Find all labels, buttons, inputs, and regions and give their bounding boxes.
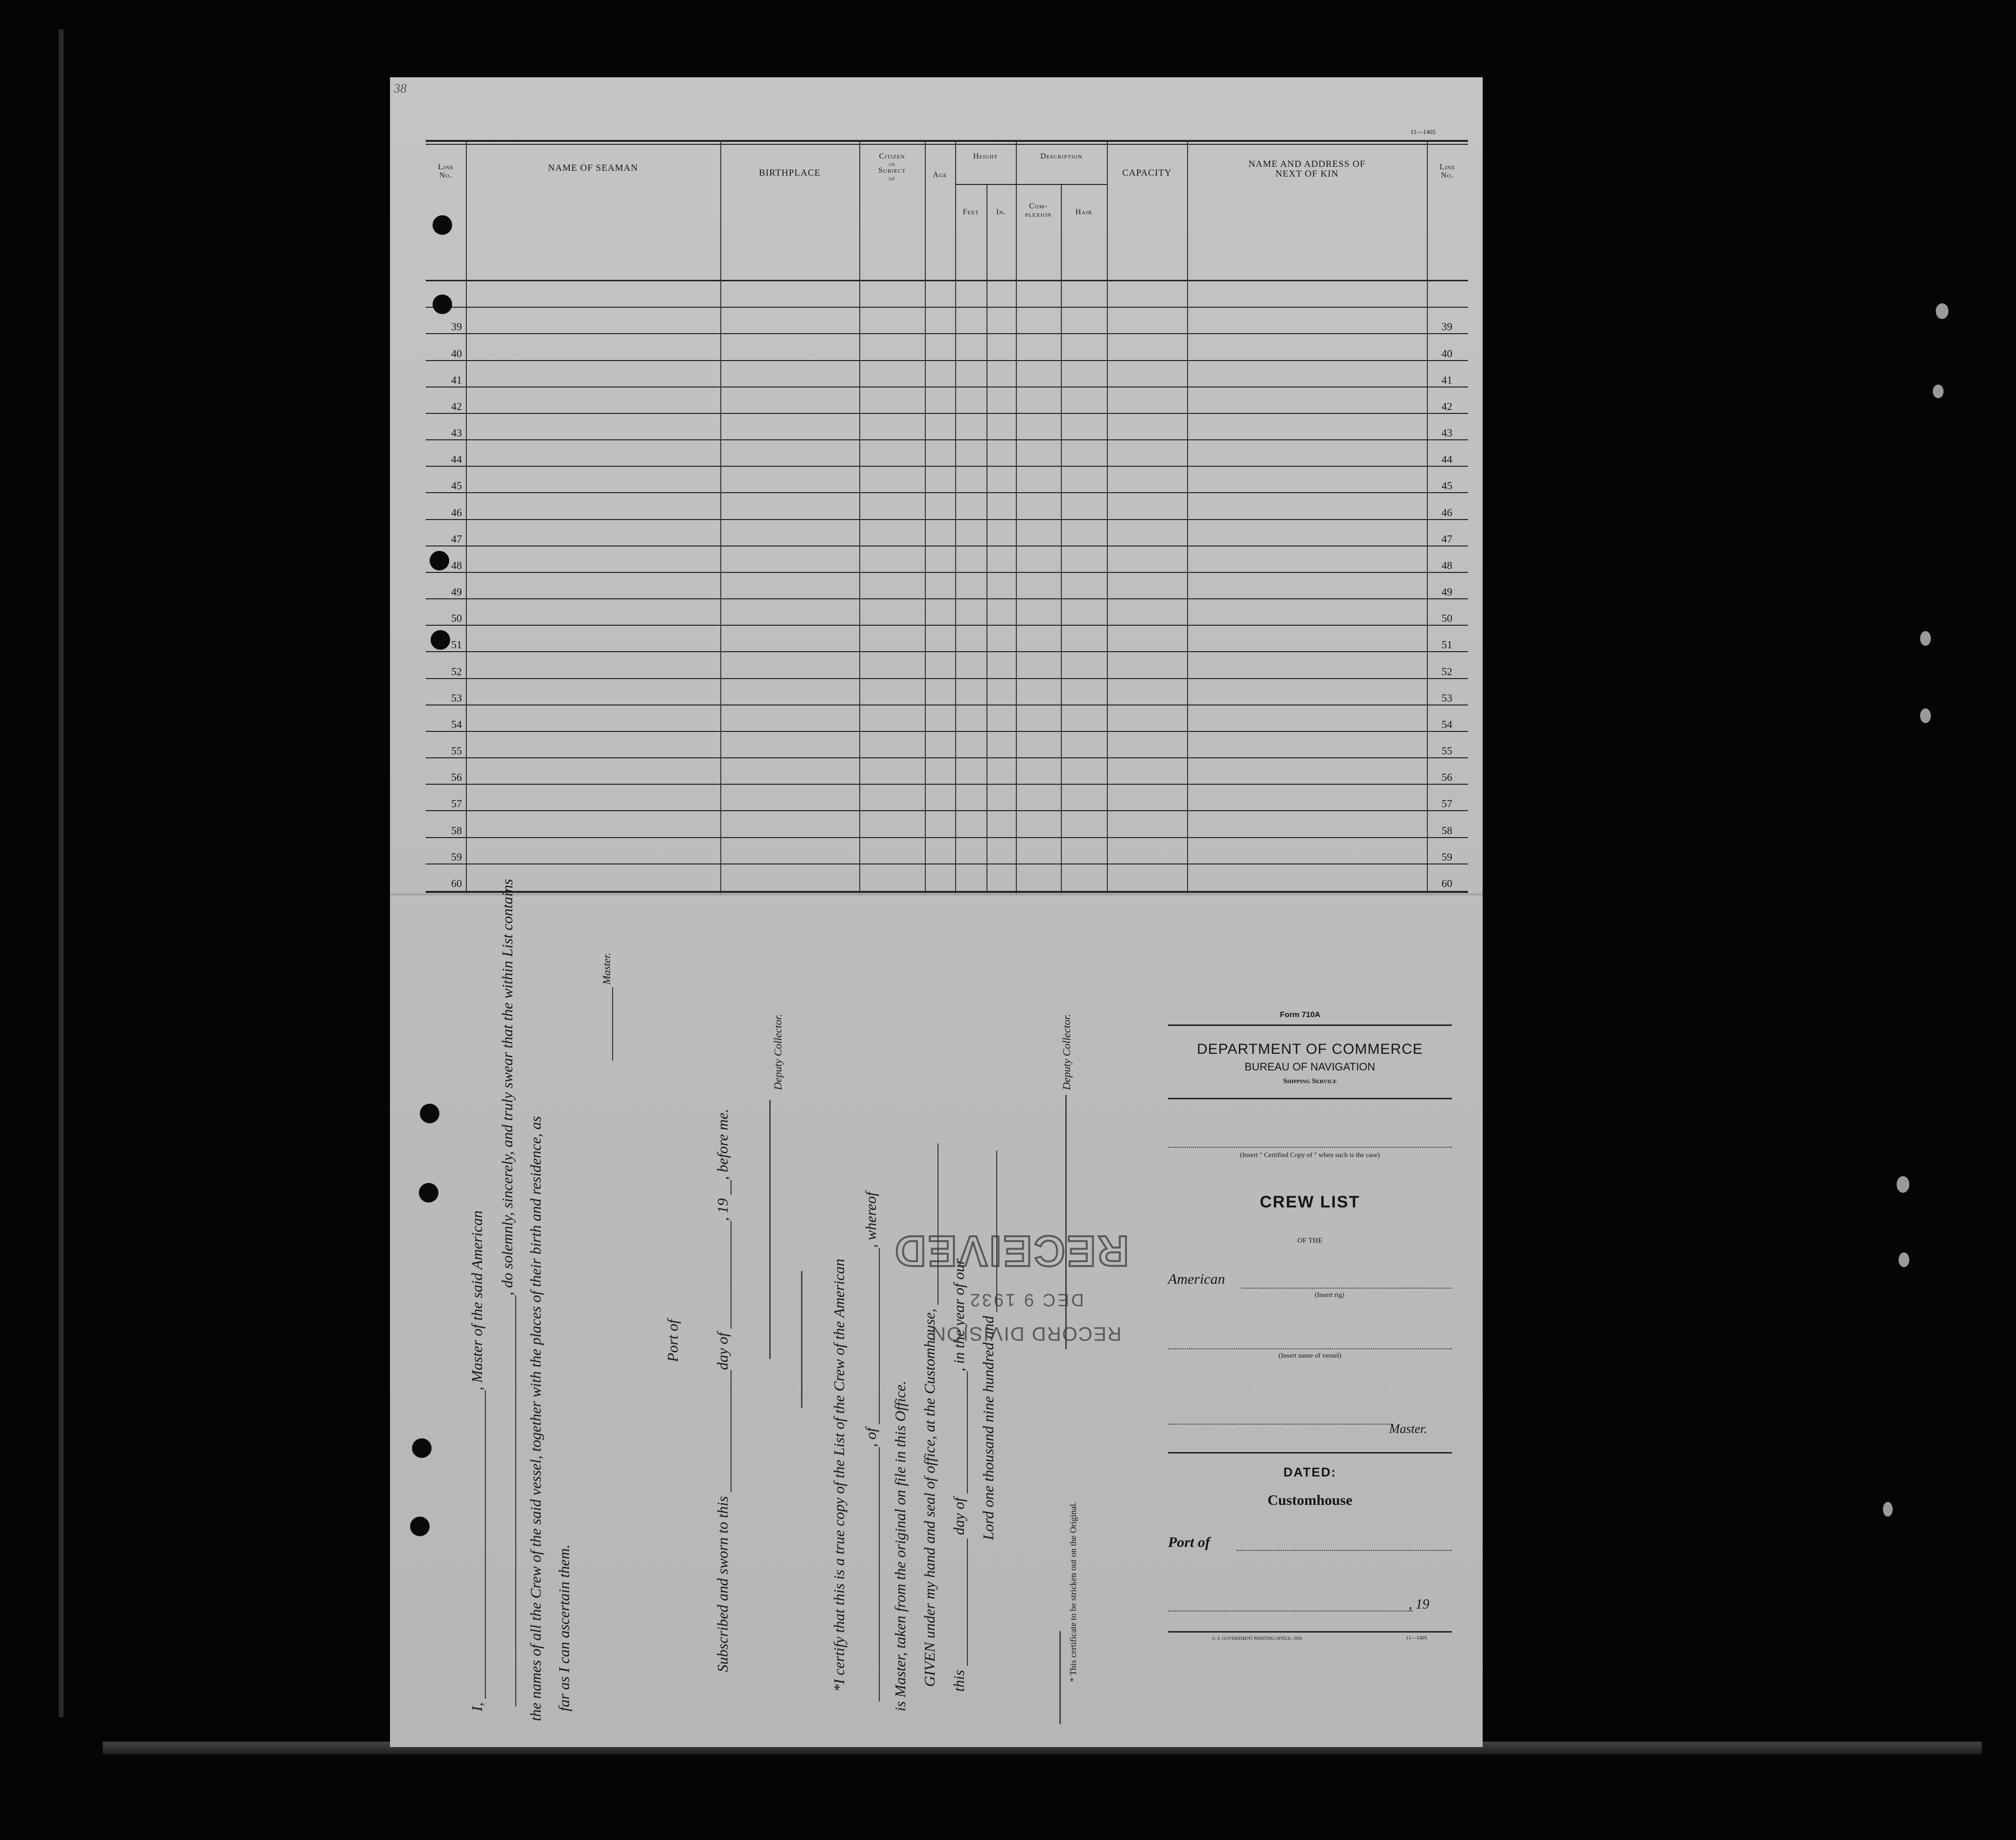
cover-department: DEPARTMENT OF COMMERCE bbox=[1196, 1041, 1423, 1057]
dust-speck bbox=[1920, 708, 1931, 723]
cert-footnote: * This certificate to be stricken out on the Original. bbox=[1068, 1501, 1078, 1682]
master-signature-blank[interactable] bbox=[601, 987, 613, 1061]
port-blank[interactable] bbox=[864, 1248, 880, 1424]
line-number-right: 40 bbox=[1442, 347, 1452, 360]
cover-service: Shipping Service bbox=[1283, 1077, 1337, 1085]
line-number-left: 41 bbox=[451, 373, 462, 386]
cover-customhouse: Customhouse bbox=[1267, 1492, 1352, 1508]
header-complexion-a: Com- bbox=[1029, 202, 1048, 210]
line-number-right: 58 bbox=[1442, 824, 1452, 837]
certified-copy-blank[interactable] bbox=[1168, 1147, 1452, 1148]
row-rule bbox=[426, 360, 1468, 361]
row-rule bbox=[426, 757, 1468, 758]
header-next-of-kin-a: NAME AND ADDRESS OF bbox=[1248, 159, 1366, 169]
col-sep bbox=[1107, 140, 1108, 893]
header-bottom-rule bbox=[426, 280, 1468, 281]
punch-hole bbox=[410, 1517, 430, 1536]
line-number-left: 48 bbox=[451, 559, 462, 571]
cover-title: CREW LIST bbox=[1260, 1193, 1360, 1211]
subscribed-text: Subscribed and sworn to this bbox=[714, 1496, 731, 1672]
oath-divider bbox=[801, 1271, 802, 1408]
line-number-right: 59 bbox=[1442, 850, 1452, 863]
line-number-left: 42 bbox=[451, 400, 462, 412]
header-complexion bbox=[1016, 203, 1061, 219]
row-rule bbox=[426, 625, 1468, 626]
table-top-rule bbox=[426, 140, 1468, 142]
header-citizen-or: or bbox=[889, 160, 895, 167]
punch-hole bbox=[433, 215, 452, 235]
header-line-no bbox=[426, 163, 466, 180]
cover-insert-vessel: (Insert name of vessel) bbox=[1279, 1352, 1341, 1360]
cover-rule bbox=[1168, 1024, 1452, 1026]
line-number-left: 39 bbox=[451, 320, 462, 333]
col-sep bbox=[859, 140, 860, 893]
line-number-right: 56 bbox=[1442, 771, 1452, 784]
line-number-right: 42 bbox=[1442, 400, 1452, 412]
col-sep bbox=[1427, 140, 1428, 893]
cover-form-no: Form 710A bbox=[1280, 1011, 1321, 1019]
header-citizen-a: Citizen bbox=[879, 152, 905, 160]
cert-year-of-our: , in the year of our bbox=[950, 1258, 967, 1372]
punch-hole bbox=[420, 1104, 439, 1123]
header-description: Description bbox=[1040, 152, 1083, 160]
cover-dated: DATED: bbox=[1283, 1465, 1337, 1479]
cert-line-3: is Master, taken from the original on file in this Office. bbox=[892, 1381, 909, 1711]
row-rule bbox=[426, 386, 1468, 387]
master-name-blank[interactable] bbox=[470, 1390, 486, 1699]
line-number-left: 53 bbox=[451, 691, 462, 704]
row-rule bbox=[426, 784, 1468, 785]
line-number-left: 58 bbox=[451, 824, 462, 837]
col-sep bbox=[1061, 185, 1062, 893]
header-citizen-subject: Subject bbox=[878, 166, 906, 175]
header-hair: Hair bbox=[1075, 208, 1093, 216]
deputy-signature-line bbox=[769, 1100, 771, 1359]
cover-port-of: Port of bbox=[1168, 1534, 1210, 1550]
line-number-left: 47 bbox=[451, 532, 462, 545]
crew-table bbox=[426, 140, 1468, 893]
line-number-right: 43 bbox=[1442, 427, 1452, 439]
punch-hole bbox=[430, 551, 449, 570]
table-bottom-rule bbox=[426, 891, 1468, 893]
line-number-right: 60 bbox=[1442, 877, 1452, 889]
master-label: Master. bbox=[600, 953, 613, 985]
cover-of-the: OF THE bbox=[1297, 1237, 1323, 1245]
cert-given: GIVEN under my hand and seal of office, at the Customhouse, bbox=[921, 1308, 938, 1687]
line-number-right: 54 bbox=[1442, 718, 1452, 730]
line-number-left: 44 bbox=[451, 453, 462, 466]
row-rule bbox=[426, 545, 1468, 546]
month-blank[interactable] bbox=[715, 1221, 732, 1329]
row-rule bbox=[426, 598, 1468, 599]
row-rule bbox=[426, 333, 1468, 334]
oath-swear-text: , do solemnly, sincerely, and truly swear that the within List contains bbox=[499, 879, 516, 1295]
header-citizen-of: of bbox=[889, 175, 895, 182]
form-code-top: 11—1405 bbox=[1410, 128, 1436, 136]
crew-list-form-sheet bbox=[390, 77, 1483, 1747]
cert-of: , of bbox=[862, 1428, 879, 1447]
date-blank-cover[interactable] bbox=[1168, 1611, 1413, 1612]
header-citizen bbox=[859, 153, 925, 182]
line-number-left: 50 bbox=[451, 612, 462, 625]
header-next-of-kin bbox=[1187, 159, 1427, 179]
vessel-name-blank[interactable] bbox=[500, 1295, 516, 1706]
stamp-date: DEC 9 1932 bbox=[968, 1290, 1084, 1310]
oath-line-2 bbox=[499, 879, 516, 1706]
year-blank[interactable] bbox=[715, 1180, 732, 1195]
header-line-no-r-a: Line bbox=[1439, 163, 1456, 171]
line-number-left: 51 bbox=[451, 638, 462, 651]
row-rule bbox=[426, 704, 1468, 705]
row-rule bbox=[426, 466, 1468, 467]
rig-blank[interactable] bbox=[1241, 1288, 1452, 1289]
cover-insert-certified: (Insert " Certified Copy of " when such is the case) bbox=[1240, 1152, 1380, 1159]
line-number-right: 49 bbox=[1442, 586, 1452, 598]
line-number-right: 51 bbox=[1442, 638, 1452, 651]
line-number-right: 44 bbox=[1442, 453, 1452, 466]
line-number-left: 40 bbox=[451, 347, 462, 360]
dust-speck bbox=[1920, 631, 1931, 646]
received-stamp bbox=[893, 1217, 1129, 1344]
col-sep bbox=[1187, 140, 1188, 893]
col-sep bbox=[925, 140, 926, 893]
header-birthplace: BIRTHPLACE bbox=[758, 168, 821, 178]
vessel-name-blank-2[interactable] bbox=[864, 1447, 880, 1702]
oath-port-of: Port of bbox=[664, 1319, 681, 1362]
table-top-rule-thin bbox=[426, 144, 1468, 145]
header-line-no-right bbox=[1427, 163, 1468, 180]
cover-bureau: BUREAU OF NAVIGATION bbox=[1244, 1061, 1375, 1073]
line-number-right: 52 bbox=[1442, 665, 1452, 678]
col-sep bbox=[720, 140, 721, 893]
row-rule bbox=[426, 678, 1468, 679]
line-number-right: 53 bbox=[1442, 691, 1452, 704]
before-me-text: , before me. bbox=[714, 1109, 731, 1180]
line-number-left: 54 bbox=[451, 718, 462, 730]
header-feet: Feet bbox=[962, 208, 979, 216]
line-number-left: 52 bbox=[451, 665, 462, 678]
line-number-left: 45 bbox=[451, 479, 462, 492]
day-of-text: day of bbox=[714, 1332, 731, 1370]
line-number-left: 46 bbox=[451, 506, 462, 519]
day-blank[interactable] bbox=[715, 1370, 732, 1492]
dust-speck bbox=[1897, 1176, 1909, 1193]
oath-deputy-collector: Deputy Collector. bbox=[772, 1014, 784, 1090]
row-rule bbox=[426, 810, 1468, 811]
oath-subscribed-line bbox=[714, 1109, 732, 1672]
year-nineteen: , 19 bbox=[714, 1198, 731, 1221]
cert-whereof: , whereof bbox=[862, 1192, 879, 1248]
cert-deputy-collector: Deputy Collector. bbox=[1060, 1014, 1073, 1090]
subheader-rule bbox=[955, 184, 1107, 185]
col-sep bbox=[986, 185, 987, 893]
port-blank-cover[interactable] bbox=[1237, 1550, 1452, 1551]
cover-rule bbox=[1168, 1452, 1452, 1454]
line-number-left: 57 bbox=[451, 797, 462, 810]
cert-day-blank[interactable] bbox=[952, 1539, 968, 1666]
stamp-received: RECEIVED bbox=[893, 1227, 1129, 1275]
cover-nineteen: , 19 bbox=[1409, 1597, 1429, 1612]
oath-i: I, bbox=[468, 1702, 485, 1711]
line-number-left: 56 bbox=[451, 771, 462, 784]
header-line-no-a: Line bbox=[437, 163, 454, 171]
dust-speck bbox=[1936, 303, 1948, 319]
punch-hole bbox=[431, 630, 450, 650]
row-rule bbox=[426, 651, 1468, 652]
line-number-left: 43 bbox=[451, 427, 462, 439]
header-line-no-r-b: No. bbox=[1441, 171, 1454, 180]
cert-month-blank[interactable] bbox=[952, 1371, 968, 1494]
page-mark: 38 bbox=[394, 81, 407, 95]
row-rule bbox=[426, 439, 1468, 440]
header-next-of-kin-b: NEXT OF KIN bbox=[1275, 168, 1339, 179]
header-capacity: CAPACITY bbox=[1122, 168, 1172, 178]
header-complexion-b: plexion bbox=[1025, 210, 1052, 219]
line-number-right: 41 bbox=[1442, 373, 1452, 386]
header-name-of-seaman: NAME OF SEAMAN bbox=[548, 163, 638, 173]
line-number-right: 57 bbox=[1442, 797, 1452, 810]
line-number-left: 60 bbox=[451, 877, 462, 889]
line-number-left: 55 bbox=[451, 745, 462, 757]
row-rule bbox=[426, 731, 1468, 732]
cover-master: Master. bbox=[1389, 1422, 1427, 1436]
cover-insert-rig: (Insert rig) bbox=[1314, 1292, 1345, 1299]
line-number-left: 59 bbox=[451, 850, 462, 863]
row-rule bbox=[426, 413, 1468, 414]
cert-line-6 bbox=[980, 1151, 997, 1540]
cover-american: American bbox=[1168, 1271, 1225, 1287]
row-rule bbox=[426, 492, 1468, 493]
stamp-division: RECORD DIVISION bbox=[930, 1323, 1122, 1344]
page-fold bbox=[390, 893, 1483, 898]
cert-line-2 bbox=[862, 1192, 880, 1702]
row-rule bbox=[426, 863, 1468, 864]
oath-master-of-american: , Master of the said American bbox=[468, 1210, 485, 1391]
oath-line-3: the names of all the Crew of the said vessel, together with the places of their birth and residence, as bbox=[527, 1116, 544, 1721]
col-sep bbox=[466, 140, 467, 893]
line-number-right: 45 bbox=[1442, 479, 1452, 492]
vessel-name-blank-cover[interactable] bbox=[1168, 1348, 1452, 1349]
header-age: Age bbox=[933, 171, 947, 179]
col-sep bbox=[1016, 140, 1017, 893]
cover-rule bbox=[1168, 1098, 1452, 1099]
cert-day-of: day of bbox=[950, 1498, 967, 1535]
punch-hole bbox=[419, 1183, 438, 1203]
row-rule bbox=[426, 307, 1468, 308]
line-number-right: 47 bbox=[1442, 532, 1452, 545]
cover-form-code: 11—1405 bbox=[1406, 1635, 1427, 1641]
cert-lord: Lord one thousand nine hundred and bbox=[980, 1316, 997, 1540]
line-number-left: 49 bbox=[451, 586, 462, 598]
oath-line-4: far as I can ascertain them. bbox=[555, 1545, 573, 1711]
row-rule bbox=[426, 837, 1468, 838]
dust-speck bbox=[1883, 1502, 1893, 1517]
header-inches: In. bbox=[996, 208, 1007, 216]
punch-hole bbox=[412, 1438, 432, 1458]
master-blank-cover[interactable] bbox=[1168, 1424, 1393, 1425]
line-number-right: 46 bbox=[1442, 506, 1452, 519]
header-height: Height bbox=[973, 152, 998, 160]
scanner-edge bbox=[59, 29, 64, 1717]
oath-line-1 bbox=[468, 1210, 486, 1711]
line-number-right: 48 bbox=[1442, 559, 1452, 571]
oath-master-signature-label bbox=[600, 953, 613, 1061]
col-sep bbox=[955, 140, 956, 893]
line-number-right: 50 bbox=[1442, 612, 1452, 625]
cert-this: this bbox=[950, 1670, 967, 1692]
cover-rule-bottom bbox=[1168, 1631, 1452, 1633]
oath-divider-lower bbox=[1059, 1631, 1061, 1724]
punch-hole bbox=[433, 295, 452, 314]
cert-line-1: *I certify that this is a true copy of the List of the Crew of the American bbox=[830, 1258, 848, 1692]
dust-speck bbox=[1933, 385, 1944, 398]
cover-printer: U. S. GOVERNMENT PRINTING OFFICE: 1930 bbox=[1212, 1636, 1302, 1641]
dust-speck bbox=[1899, 1252, 1909, 1267]
row-rule bbox=[426, 519, 1468, 520]
header-line-no-b: No. bbox=[439, 171, 453, 180]
row-rule bbox=[426, 572, 1468, 573]
line-number-right: 39 bbox=[1442, 320, 1452, 333]
line-number-right: 55 bbox=[1442, 745, 1452, 757]
